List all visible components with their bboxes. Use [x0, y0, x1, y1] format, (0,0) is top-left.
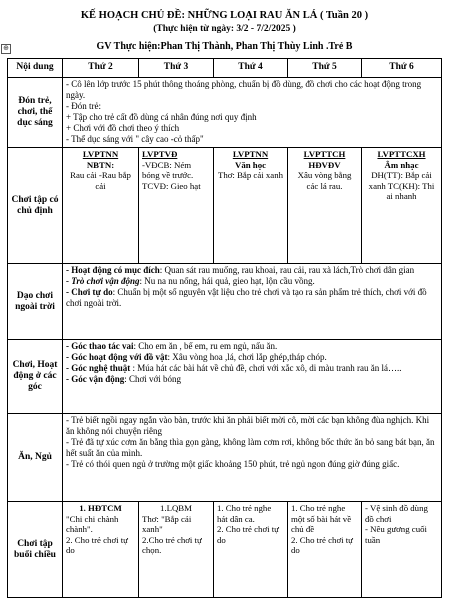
afternoon-head: 1.LQBM — [159, 503, 192, 513]
row-label-afternoon: Chơi tập buổi chiều — [8, 502, 63, 598]
corner-art-title: - Góc nghệ thuật — [66, 363, 131, 373]
row-label-corners: Chơi, Hoạt động ở các góc — [8, 340, 63, 414]
corner-objects-title: - Góc hoạt động với đồ vật — [66, 352, 168, 362]
row-lessons — [8, 148, 442, 264]
outdoor-game-title: - Trò chơi vận động — [66, 276, 140, 286]
lesson-wednesday — [214, 148, 288, 264]
plan-title: KẾ HOẠCH CHỦ ĐỀ: NHỮNG LOẠI RAU ĂN LÁ ( Tuần 20 ) — [80, 10, 369, 21]
table-move-handle-icon[interactable]: ⊕ — [1, 44, 11, 54]
row-label-outdoor: Dạo chơi ngoài trời — [8, 264, 63, 340]
corner-movement-title: - Góc vận động — [66, 374, 125, 384]
outdoor-activity-text: : Quan sát rau muống, rau khoai, rau cải, rau xà lách,Trò chơi dân gian — [159, 265, 415, 275]
col-header-friday: Thứ 6 — [362, 59, 442, 78]
row-label-welcome: Đón trẻ, chơi, thể dục sáng — [8, 78, 63, 148]
lesson-domain: LVPTNN — [232, 149, 269, 159]
welcome-line: - Đón trẻ: — [66, 101, 101, 111]
afternoon-line: 2. Cho trẻ chơi tự do — [217, 524, 279, 545]
meals-line: - Trẻ có thói quen ngủ ở trường một giấc khoảng 150 phút, trẻ ngủ ngon đúng giờ đúng giấc. — [66, 459, 400, 469]
lesson-subject: Âm nhạc — [384, 159, 419, 170]
lesson-subject: NBTN: — [86, 159, 115, 170]
corner-art-text: : Múa hát các bài hát về chủ đề, chơi với xắc xô, di màu tranh rau ăn lá….. — [130, 363, 402, 373]
weekly-plan-table — [7, 58, 442, 598]
lesson-friday — [362, 148, 442, 264]
afternoon-line: 2. Cho trẻ chơi tự do — [291, 534, 353, 555]
row-welcome — [8, 78, 442, 148]
col-header-wednesday: Thứ 4 — [214, 59, 288, 78]
afternoon-line: "Chi chi chành chành". — [66, 513, 119, 534]
corner-roleplay-title: - Góc thao tác vai — [66, 341, 134, 351]
corners-content — [63, 340, 442, 414]
row-label-lessons: Chơi tập có chủ định — [8, 148, 63, 264]
row-afternoon — [8, 502, 442, 598]
lesson-domain: LVPTTCH — [303, 149, 346, 159]
afternoon-friday — [362, 502, 442, 598]
lesson-subject: Văn học — [234, 159, 267, 170]
lesson-subject: HĐVĐV — [308, 159, 341, 170]
afternoon-head: 1. Cho trẻ nghe một số bài hát về chủ đề — [291, 503, 352, 534]
welcome-line: + Chơi với đồ chơi theo ý thích — [66, 123, 180, 133]
lesson-body: Rau cải -Rau bắp cải — [70, 170, 131, 191]
outdoor-activity-title: - Hoạt động có mục đích — [66, 265, 160, 275]
lesson-domain: LVPTNN — [82, 149, 119, 159]
row-outdoor — [8, 264, 442, 340]
corner-movement-text: : Chơi với bóng — [124, 374, 182, 384]
afternoon-wednesday — [214, 502, 288, 598]
col-header-thursday: Thứ 5 — [288, 59, 362, 78]
plan-dates: (Thực hiện từ ngày: 3/2 - 7/2/2025 ) — [153, 24, 296, 34]
afternoon-head: 1. HĐTCM — [79, 503, 122, 513]
lesson-tuesday — [139, 148, 214, 264]
lesson-body: Thơ: Bắp cải xanh — [218, 170, 283, 180]
lesson-body: TCVĐ: Gieo hạt — [142, 180, 201, 191]
lesson-domain: LVPTTCXH — [377, 149, 426, 159]
outdoor-freeplay-title: - Chơi tự do — [66, 287, 113, 297]
welcome-line: - Cô lên lớp trước 15 phút thông thoáng phòng, chuẩn bị đồ dùng, đồ chơi cho các hoạt động trong ngày. — [66, 79, 422, 100]
afternoon-tuesday — [139, 502, 214, 598]
plan-teachers: GV Thực hiện:Phan Thị Thành, Phan Thị Thùy Linh .Trẻ B — [96, 41, 353, 52]
lesson-body: DH(TT): Bắp cải xanh TC(KH): Thi ai nhanh — [368, 170, 435, 201]
afternoon-line: Thơ: "Bắp cải xanh" — [142, 513, 192, 534]
welcome-line: - Thể dục sáng với " cây cao -cỏ thấp" — [66, 134, 204, 144]
outdoor-freeplay-text: : Chuẩn bị một số nguyên vật liệu cho trẻ chơi và tạo ra sản phẩm trẻ thích, chơi với đồ chơi ngoài trời. — [66, 287, 427, 308]
outdoor-game-text: : Nu na nu nống, hái quả, gieo hạt, lộn cầu vồng. — [139, 276, 315, 286]
meals-content — [63, 414, 442, 502]
afternoon-line: 2. Cho trẻ chơi tự do — [66, 534, 128, 555]
meals-line: - Trẻ đã tự xúc cơm ăn bằng thìa gọn gàng, không làm cơm rơi, không bốc thức ăn bỏ sang bát bạn, ăn hết suất ăn của mình. — [66, 437, 435, 458]
afternoon-thursday — [288, 502, 362, 598]
col-header-tuesday: Thứ 3 — [139, 59, 214, 78]
afternoon-head: 1. Cho trẻ nghe hát dân ca. — [217, 503, 272, 524]
lesson-domain: LVPTVĐ — [142, 149, 178, 159]
col-header-monday: Thứ 2 — [63, 59, 139, 78]
row-label-meals: Ăn, Ngủ — [8, 414, 63, 502]
row-corners — [8, 340, 442, 414]
row-meals — [8, 414, 442, 502]
lesson-body: Xâu vòng bằng các lá rau. — [297, 170, 352, 191]
lesson-monday — [63, 148, 139, 264]
afternoon-line: - Nêu gương cuối tuần — [365, 524, 427, 545]
meals-line: - Trẻ biết ngồi ngay ngắn vào bàn, trước khi ăn phải biết mời cô, mời các bạn không đùa nghịch. Khi ăn không nói chuyện riêng — [66, 415, 430, 436]
afternoon-line: 2.Cho trẻ chơi tự chọn. — [142, 534, 202, 555]
lesson-thursday — [288, 148, 362, 264]
corner-objects-text: : Xâu vòng hoa ,lá, chơi lắp ghép,tháp chóp. — [167, 352, 327, 362]
col-header-content: Nội dung — [8, 59, 63, 78]
lesson-subject: -VĐCB: Ném bóng về trước. — [142, 159, 194, 180]
welcome-line: + Tập cho trẻ cất đồ dùng cá nhân đúng nơi quy định — [66, 112, 257, 122]
corner-roleplay-text: : Cho em ăn , bế em, ru em ngủ, nấu ăn. — [133, 341, 278, 351]
header-row — [8, 59, 442, 78]
afternoon-monday — [63, 502, 139, 598]
outdoor-content — [63, 264, 442, 340]
afternoon-head: - Vệ sinh đồ dùng đồ chơi — [365, 503, 428, 524]
welcome-content — [63, 78, 442, 148]
